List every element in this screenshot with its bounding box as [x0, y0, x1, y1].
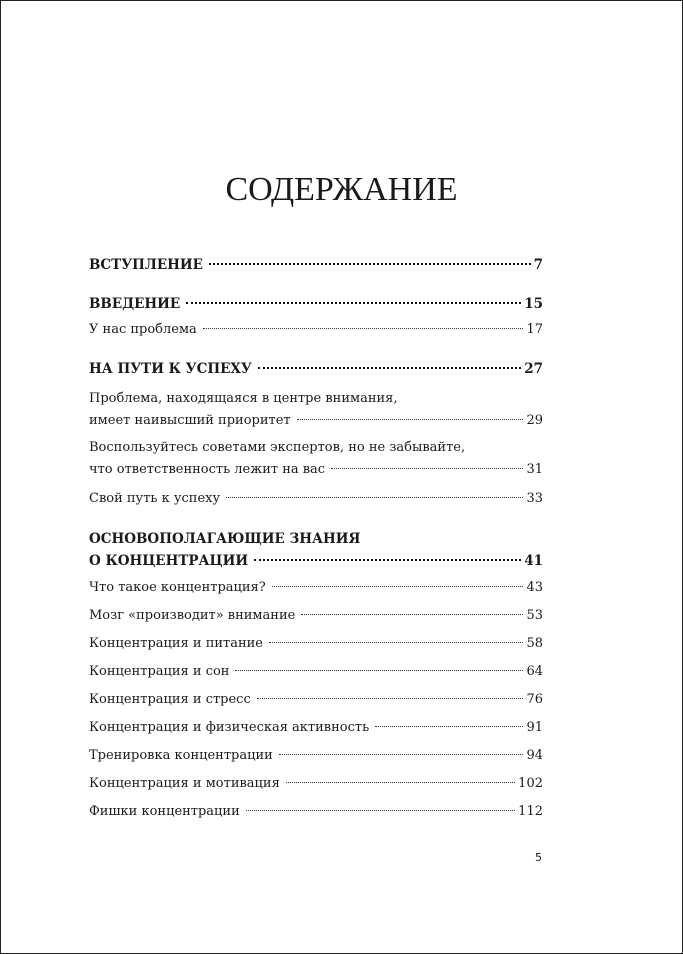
toc-entry[interactable]	[89, 633, 543, 655]
dot-leader	[272, 586, 524, 587]
toc-entry-line1: ОСНОВОПОЛАГАЮЩИЕ ЗНАНИЯ	[89, 531, 361, 547]
toc-entry	[89, 459, 543, 481]
toc-entry-label: НА ПУТИ К УСПЕХУ	[89, 361, 252, 377]
toc-entry[interactable]	[89, 745, 543, 767]
toc-entry-page: 76	[526, 692, 543, 707]
toc-entry[interactable]	[89, 577, 543, 599]
toc-entry[interactable]	[89, 801, 543, 823]
dot-leader	[286, 782, 515, 783]
toc-entry-page: 7	[533, 257, 543, 273]
toc-entry[interactable]	[89, 254, 543, 276]
toc-section-introduction	[89, 254, 543, 276]
toc-entry-label: Что такое концентрация?	[89, 580, 266, 595]
toc-entry-page: 102	[518, 776, 543, 791]
toc-entry-page: 33	[526, 491, 543, 506]
toc-entry-page: 112	[518, 804, 543, 819]
dot-leader	[186, 302, 521, 304]
toc-entry-label: Свой путь к успеху	[89, 491, 221, 506]
dot-leader	[258, 367, 521, 369]
dot-leader	[209, 263, 531, 265]
toc-entry-multiline[interactable]	[89, 528, 543, 572]
toc-entry-label: Концентрация и стресс	[89, 692, 251, 707]
dot-leader	[297, 419, 524, 420]
dot-leader	[254, 559, 521, 561]
toc-entry-label: Фишки концентрации	[89, 804, 240, 819]
dot-leader	[257, 698, 524, 699]
toc-entry-label: Тренировка концентрации	[89, 748, 273, 763]
dot-leader	[375, 726, 523, 727]
page-number: 5	[535, 851, 542, 864]
toc-entry-line1: Проблема, находящаяся в центре внимания,	[89, 391, 398, 406]
toc-entry-label: ВСТУПЛЕНИЕ	[89, 257, 203, 273]
toc-section-preface	[89, 293, 543, 341]
dot-leader	[279, 754, 524, 755]
dot-leader	[203, 328, 524, 329]
toc-entry[interactable]	[89, 717, 543, 739]
dot-leader	[331, 468, 523, 469]
toc-entry-page: 15	[524, 296, 543, 312]
toc-entry	[89, 550, 543, 572]
toc-entry[interactable]	[89, 605, 543, 627]
toc-entry-page: 58	[526, 636, 543, 651]
toc-entry-label: О КОНЦЕНТРАЦИИ	[89, 553, 249, 569]
toc-entry-label: Концентрация и сон	[89, 664, 230, 679]
toc-entry-page: 64	[526, 664, 543, 679]
toc-entry-page: 31	[526, 462, 543, 477]
toc-entry[interactable]	[89, 319, 543, 341]
toc-entry[interactable]	[89, 488, 543, 510]
toc-entry-label: ВВЕДЕНИЕ	[89, 296, 181, 312]
toc-section-path-to-success	[89, 358, 543, 510]
toc-entry-page: 43	[526, 580, 543, 595]
toc-entry-page: 29	[526, 413, 543, 428]
dot-leader	[226, 497, 523, 498]
toc-entry-page: 53	[526, 608, 543, 623]
dot-leader	[269, 642, 523, 643]
toc-entry[interactable]	[89, 689, 543, 711]
toc-entry-multiline[interactable]	[89, 437, 543, 481]
toc-entry-label: имеет наивысший приоритет	[89, 413, 291, 428]
toc-entry-label: что ответственность лежит на вас	[89, 462, 326, 477]
toc-entry-page: 27	[524, 361, 543, 377]
toc-entry-page: 91	[526, 720, 543, 735]
toc-entry-label: Концентрация и мотивация	[89, 776, 280, 791]
toc-entry-label: Мозг «производит» внимание	[89, 608, 296, 623]
toc-entry-page: 94	[526, 748, 543, 763]
toc-entry[interactable]	[89, 358, 543, 380]
dot-leader	[246, 810, 515, 811]
toc-section-fundamentals	[89, 528, 543, 823]
dot-leader	[235, 670, 523, 671]
toc-entry[interactable]	[89, 661, 543, 683]
toc-entry-page: 41	[524, 553, 543, 569]
toc-entry	[89, 410, 543, 432]
toc-entry-label: Концентрация и физическая активность	[89, 720, 370, 735]
toc-entry[interactable]	[89, 773, 543, 795]
dot-leader	[301, 614, 523, 615]
toc-entry-label: Концентрация и питание	[89, 636, 263, 651]
table-of-contents	[89, 254, 543, 823]
toc-entry-page: 17	[526, 322, 543, 337]
toc-entry[interactable]	[89, 293, 543, 315]
page-title: СОДЕРЖАНИЕ	[225, 171, 458, 208]
toc-entry-label: У нас проблема	[89, 322, 197, 337]
toc-entry-line1: Воспользуйтесь советами экспертов, но не забывайте,	[89, 440, 466, 455]
toc-entry-multiline[interactable]	[89, 388, 543, 432]
